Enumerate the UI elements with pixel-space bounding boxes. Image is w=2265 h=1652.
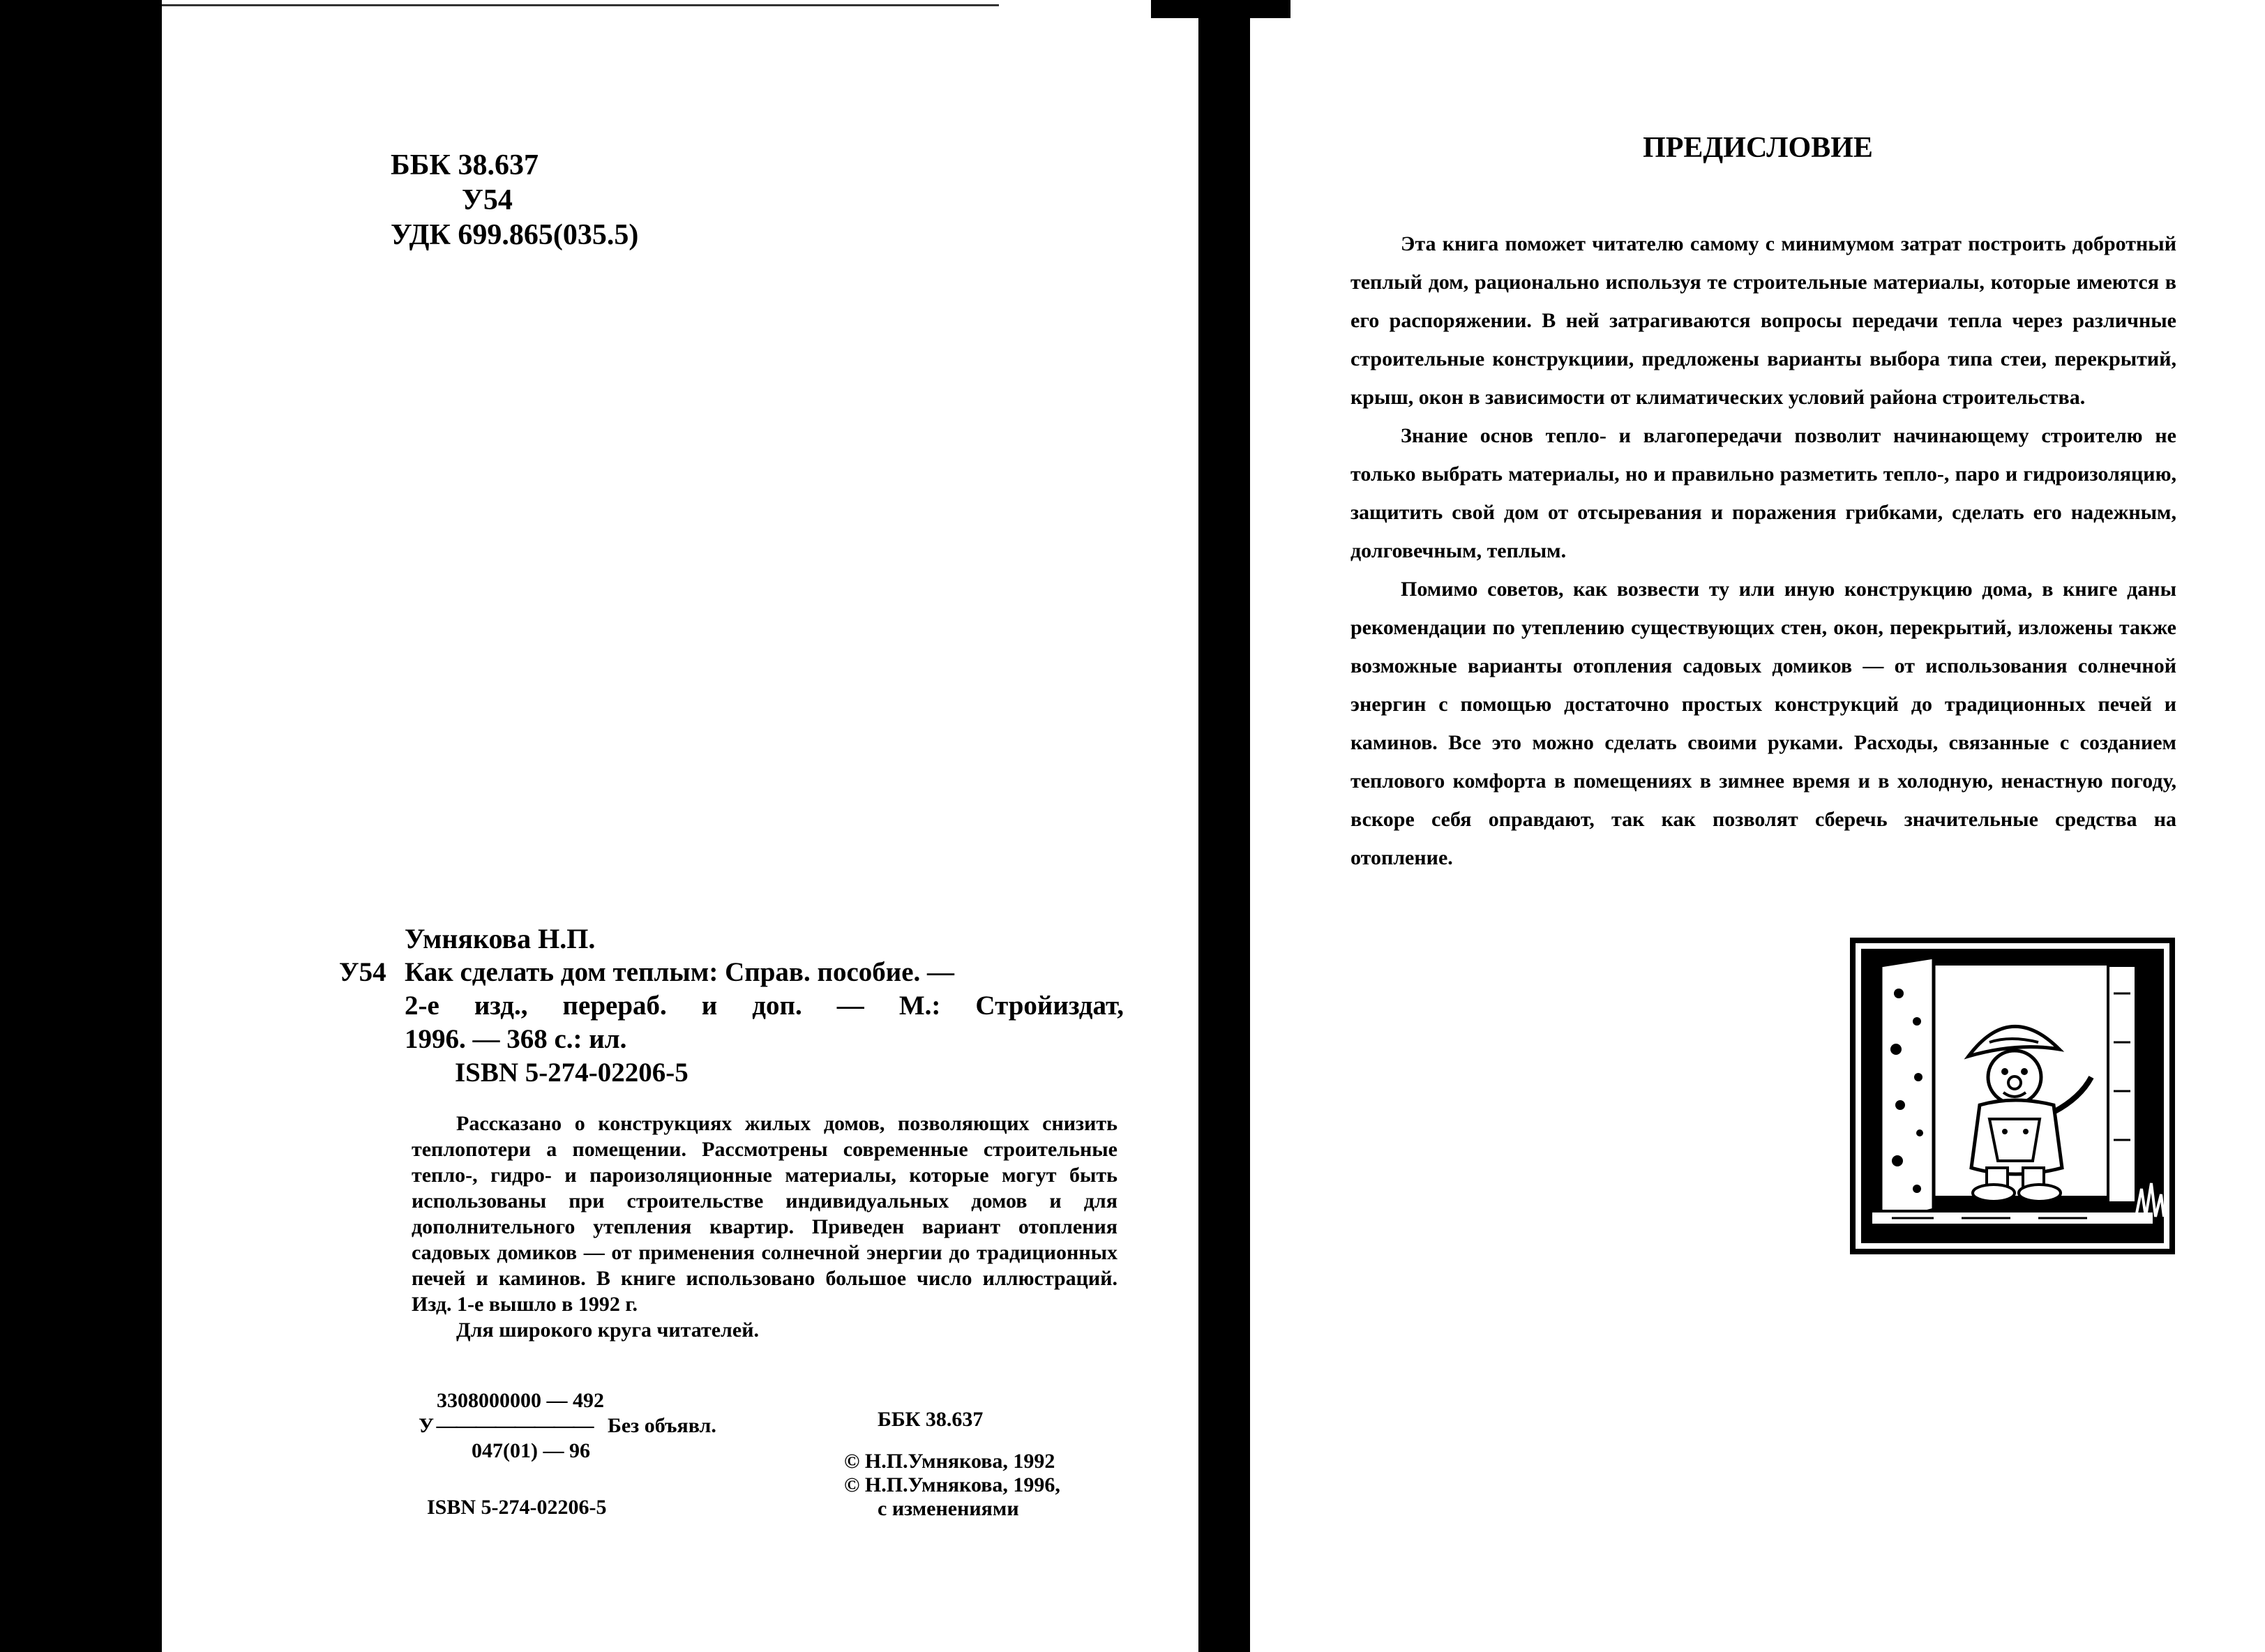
udk-code: УДК 699.865(035.5) [391,219,639,251]
imprint-number-fraction-line: У ———————— [419,1414,593,1437]
card-author-mark: У54 [339,957,386,987]
copyright-block [844,1450,1060,1521]
scan-top-line [162,4,999,6]
foreword-paragraph-2: Знание основ тепло- и влагопередачи позволит начинающему строителю не только выбрать материалы, но и правильно разметить тепло-, паро и гидроизоляцию, защитить свой дом от отсыревания и поражения грибками, сделать его надежным, долговечным, теплым. [1350,424,2176,562]
card-line-2: 2-е изд., перераб. и доп. — М.: Стройиздат, [405,991,1124,1021]
copyright-1996: © Н.П.Умнякова, 1996, [844,1473,1060,1496]
foreword-paragraph-3: Помимо советов, как возвести ту или иную конструкцию дома, в книге даны рекомендации по утеплению существующих стен, окон, перекрытий, изложены также возможные варианты отопления садовых домиков — от использования солнечной энергин с помощью достаточно простых конструкций до традиционных печей и каминов. Все это можно сделать своими руками. Расходы, связанные с созданием теплового комфорта в помещениях в зимнее время и в холодную, ненастную погоду, вскоре себя оправдают, так как позволят сберечь значительные средства на отопление. [1350,578,2176,869]
annotation-text: Рассказано о конструкциях жилых домов, позволяющих снизить теплопотери а помещении. Рассмотрены современные строительные тепло-, гидро- и пароизоляционные материалы, которые могут быть использованы при строительстве индивидуальных домов и для дополнительного утепления квартир. Приведен вариант отопления садовых домиков — от применения солнечной энергии до традиционных печей и каминов. В книге использовано большое число иллюстраций. Изд. 1-е вышло в 1992 г. [412,1112,1118,1316]
price-note: Без объявл. [608,1414,716,1437]
isbn-bottom: ISBN 5-274-02206-5 [427,1496,607,1519]
bbk-code: ББК 38.637 [391,149,539,181]
book-gutter [1198,0,1250,1652]
card-line-3: 1996. — 368 с.: ил. [405,1024,627,1054]
gutter-top-shadow [1151,0,1290,18]
audience-text: Для широкого круга читателей. [456,1319,759,1342]
copyright-1992: © Н.П.Умнякова, 1992 [844,1450,1055,1473]
imprint-number-top: 3308000000 — 492 [437,1389,604,1412]
author-mark: У54 [462,184,513,216]
card-line-1: Как сделать дом теплым: Справ. пособие. — [405,957,955,987]
foreword-text [1350,225,2176,877]
card-author: Умнякова Н.П. [405,923,596,954]
annotation [412,1111,1118,1343]
scan-dark-edge-left [0,0,162,1652]
copyright-note: с изменениями [878,1497,1019,1520]
foreword-title: ПРЕДИСЛОВИЕ [1643,132,1873,164]
imprint-number-row [419,1413,716,1439]
card-title-line [339,956,1124,989]
classification-block [391,148,638,253]
imprint-number-block [419,1388,716,1464]
bbk-code-bottom: ББК 38.637 [878,1408,984,1431]
card-isbn: ISBN 5-274-02206-5 [455,1058,688,1088]
imprint-number-bottom: 047(01) — 96 [472,1439,590,1462]
gnome-in-doorway-illustration [1850,938,2175,1254]
catalog-card [339,922,1124,1090]
foreword-paragraph-1: Эта книга поможет читателю самому с минимумом затрат построить добротный теплый дом, рационально используя те строительные материалы, которые имеются в его распоряжении. В ней затрагиваются вопросы передачи тепла через различные строительные конструкциии, предложены варианты выбора типа стеи, перекрытий, крыш, окон в зависимости от климатических условий района строительства. [1350,232,2176,409]
